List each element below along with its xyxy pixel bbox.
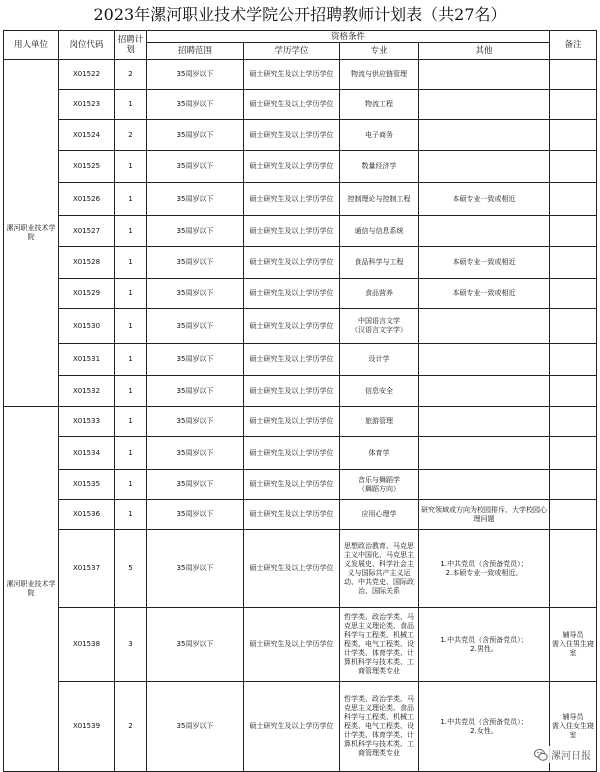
cell-code: X01531 <box>59 344 115 376</box>
cell-code: X01524 <box>59 120 115 151</box>
cell-age: 35周岁以下 <box>147 530 244 608</box>
cell-plan: 1 <box>115 90 147 120</box>
cell-degree: 硕士研究生及以上学历学位 <box>244 470 340 500</box>
cell-major: 食品营养 <box>340 279 419 309</box>
cell-major: 物流工程 <box>340 90 419 120</box>
cell-major: 电子商务 <box>340 120 419 151</box>
header-qualifications: 资格条件 <box>147 31 550 43</box>
cell-degree: 硕士研究生及以上学历学位 <box>244 608 340 682</box>
header-other: 其他 <box>419 43 550 60</box>
cell-code: X01525 <box>59 151 115 183</box>
cell-major: 体育学 <box>340 437 419 470</box>
cell-major: 思想政治教育、马克思主义中国化、马克思主义发展史、科学社会主义与国际共产主义运动、中共党史、国际政治、国际关系 <box>340 530 419 608</box>
table-row <box>4 90 597 120</box>
cell-other <box>419 120 550 151</box>
cell-age: 35周岁以下 <box>147 407 244 437</box>
cell-other <box>419 344 550 376</box>
table-row <box>4 120 597 151</box>
cell-plan: 2 <box>115 120 147 151</box>
cell-code: X01529 <box>59 279 115 309</box>
cell-note <box>550 470 597 500</box>
cell-degree: 硕士研究生及以上学历学位 <box>244 279 340 309</box>
cell-age: 35周岁以下 <box>147 437 244 470</box>
cell-note <box>550 376 597 407</box>
cell-major: 通信与信息系统 <box>340 216 419 247</box>
cell-age: 35周岁以下 <box>147 470 244 500</box>
header-plan: 招聘计划 <box>115 31 147 60</box>
cell-note: 辅导员 需入住男生寝室 <box>550 608 597 682</box>
cell-degree: 硕士研究生及以上学历学位 <box>244 682 340 772</box>
cell-code: X01523 <box>59 90 115 120</box>
cell-plan: 1 <box>115 279 147 309</box>
cell-note <box>550 437 597 470</box>
cell-note <box>550 279 597 309</box>
cell-degree: 硕士研究生及以上学历学位 <box>244 376 340 407</box>
cell-major: 音乐与舞蹈学 （舞蹈方向） <box>340 470 419 500</box>
table-row <box>4 530 597 608</box>
cell-degree: 硕士研究生及以上学历学位 <box>244 120 340 151</box>
header-code: 岗位代码 <box>59 31 115 60</box>
cell-degree: 硕士研究生及以上学历学位 <box>244 151 340 183</box>
cell-plan: 2 <box>115 60 147 90</box>
cell-major: 食品科学与工程 <box>340 247 419 279</box>
cell-note <box>550 120 597 151</box>
header-note: 备注 <box>550 31 597 60</box>
cell-note <box>550 407 597 437</box>
cell-degree: 硕士研究生及以上学历学位 <box>244 247 340 279</box>
cell-plan: 1 <box>115 376 147 407</box>
cell-major: 应用心理学 <box>340 500 419 530</box>
cell-plan: 1 <box>115 183 147 216</box>
page-title: 2023年漯河职业技术学院公开招聘教师计划表（共27名） <box>93 5 507 24</box>
cell-plan: 5 <box>115 530 147 608</box>
cell-major: 控制理论与控制工程 <box>340 183 419 216</box>
cell-plan: 1 <box>115 247 147 279</box>
table-row <box>4 608 597 682</box>
cell-major: 哲学类、政治学类、马克思主义理论类、食品科学与工程类、机械工程类、电气工程类、设计学类、体育学类、计算机科学与技术类、工商管理类专业 <box>340 682 419 772</box>
cell-age: 35周岁以下 <box>147 682 244 772</box>
cell-major: 设计学 <box>340 344 419 376</box>
cell-major: 哲学类、政治学类、马克思主义理论类、食品科学与工程类、机械工程类、电气工程类、设计学类、体育学类、计算机科学与技术类、工商管理类专业 <box>340 608 419 682</box>
cell-other <box>419 376 550 407</box>
cell-plan: 1 <box>115 437 147 470</box>
cell-unit: 漯河职业技术学院 <box>4 60 59 407</box>
cell-code: X01534 <box>59 437 115 470</box>
table-row <box>4 216 597 247</box>
cell-degree: 硕士研究生及以上学历学位 <box>244 407 340 437</box>
table-row <box>4 376 597 407</box>
cell-plan: 1 <box>115 216 147 247</box>
cell-degree: 硕士研究生及以上学历学位 <box>244 344 340 376</box>
cell-plan: 1 <box>115 309 147 344</box>
cell-note <box>550 530 597 608</box>
cell-note <box>550 90 597 120</box>
wechat-icon <box>534 748 548 762</box>
cell-degree: 硕士研究生及以上学历学位 <box>244 530 340 608</box>
cell-code: X01532 <box>59 376 115 407</box>
table-row <box>4 500 597 530</box>
table-row <box>4 309 597 344</box>
cell-plan: 1 <box>115 500 147 530</box>
cell-note <box>550 216 597 247</box>
cell-major: 旅游管理 <box>340 407 419 437</box>
cell-major: 中国语言文学 （汉语言文字学） <box>340 309 419 344</box>
cell-note <box>550 151 597 183</box>
cell-note <box>550 344 597 376</box>
header-degree: 学历学位 <box>244 43 340 60</box>
cell-degree: 硕士研究生及以上学历学位 <box>244 183 340 216</box>
cell-code: X01528 <box>59 247 115 279</box>
cell-major: 数量经济学 <box>340 151 419 183</box>
cell-other <box>419 216 550 247</box>
cell-note <box>550 60 597 90</box>
cell-code: X01533 <box>59 407 115 437</box>
cell-degree: 硕士研究生及以上学历学位 <box>244 216 340 247</box>
cell-plan: 3 <box>115 608 147 682</box>
cell-degree: 硕士研究生及以上学历学位 <box>244 309 340 344</box>
cell-age: 35周岁以下 <box>147 309 244 344</box>
cell-age: 35周岁以下 <box>147 608 244 682</box>
cell-age: 35周岁以下 <box>147 376 244 407</box>
table-row <box>4 437 597 470</box>
table-row <box>4 344 597 376</box>
cell-note: 辅导员 需入住女生寝室 <box>550 682 597 772</box>
cell-other <box>419 90 550 120</box>
cell-note <box>550 247 597 279</box>
cell-code: X01536 <box>59 500 115 530</box>
table-row <box>4 151 597 183</box>
table-row <box>4 60 597 90</box>
cell-other <box>419 151 550 183</box>
watermark-text: 漯河日报 <box>551 751 591 762</box>
cell-degree: 硕士研究生及以上学历学位 <box>244 90 340 120</box>
cell-age: 35周岁以下 <box>147 500 244 530</box>
cell-degree: 硕士研究生及以上学历学位 <box>244 500 340 530</box>
cell-code: X01526 <box>59 183 115 216</box>
cell-code: X01527 <box>59 216 115 247</box>
cell-note <box>550 500 597 530</box>
table-row <box>4 407 597 437</box>
table-row <box>4 682 597 772</box>
cell-other: 研究领域或方向为校园排斥、大学校园心理问题 <box>419 500 550 530</box>
header-major: 专业 <box>340 43 419 60</box>
cell-degree: 硕士研究生及以上学历学位 <box>244 60 340 90</box>
cell-age: 35周岁以下 <box>147 216 244 247</box>
table-row <box>4 247 597 279</box>
cell-plan: 2 <box>115 682 147 772</box>
cell-note <box>550 183 597 216</box>
cell-unit: 漯河职业技术学院 <box>4 407 59 772</box>
cell-age: 35周岁以下 <box>147 344 244 376</box>
header-unit: 用人单位 <box>4 31 59 60</box>
cell-code: X01539 <box>59 682 115 772</box>
cell-other <box>419 309 550 344</box>
cell-degree: 硕士研究生及以上学历学位 <box>244 437 340 470</box>
recruitment-table <box>3 30 597 772</box>
cell-other <box>419 437 550 470</box>
cell-code: X01530 <box>59 309 115 344</box>
cell-age: 35周岁以下 <box>147 151 244 183</box>
cell-code: X01522 <box>59 60 115 90</box>
cell-other <box>419 60 550 90</box>
header-age: 招聘范围 <box>147 43 244 60</box>
cell-age: 35周岁以下 <box>147 120 244 151</box>
cell-plan: 1 <box>115 470 147 500</box>
cell-age: 35周岁以下 <box>147 90 244 120</box>
cell-major: 信息安全 <box>340 376 419 407</box>
cell-age: 35周岁以下 <box>147 279 244 309</box>
cell-age: 35周岁以下 <box>147 183 244 216</box>
cell-plan: 1 <box>115 344 147 376</box>
table-row <box>4 470 597 500</box>
cell-other: 1.中共党员（含预备党员）； 2.本硕专业一致或相近。 <box>419 530 550 608</box>
cell-other: 1.中共党员（含预备党员）； 2.女性。 <box>419 682 550 772</box>
cell-note <box>550 309 597 344</box>
cell-other: 本硕专业一致或相近 <box>419 247 550 279</box>
cell-code: X01538 <box>59 608 115 682</box>
cell-code: X01535 <box>59 470 115 500</box>
cell-other <box>419 407 550 437</box>
cell-age: 35周岁以下 <box>147 60 244 90</box>
cell-other: 本硕专业一致或相近 <box>419 183 550 216</box>
cell-other <box>419 470 550 500</box>
watermark <box>531 746 594 763</box>
table-row <box>4 183 597 216</box>
cell-other: 1.中共党员（含预备党员）； 2.男性。 <box>419 608 550 682</box>
cell-code: X01537 <box>59 530 115 608</box>
cell-other: 本硕专业一致或相近 <box>419 279 550 309</box>
cell-plan: 1 <box>115 151 147 183</box>
cell-age: 35周岁以下 <box>147 247 244 279</box>
table-row <box>4 279 597 309</box>
cell-plan: 1 <box>115 407 147 437</box>
cell-major: 物流与供应链管理 <box>340 60 419 90</box>
